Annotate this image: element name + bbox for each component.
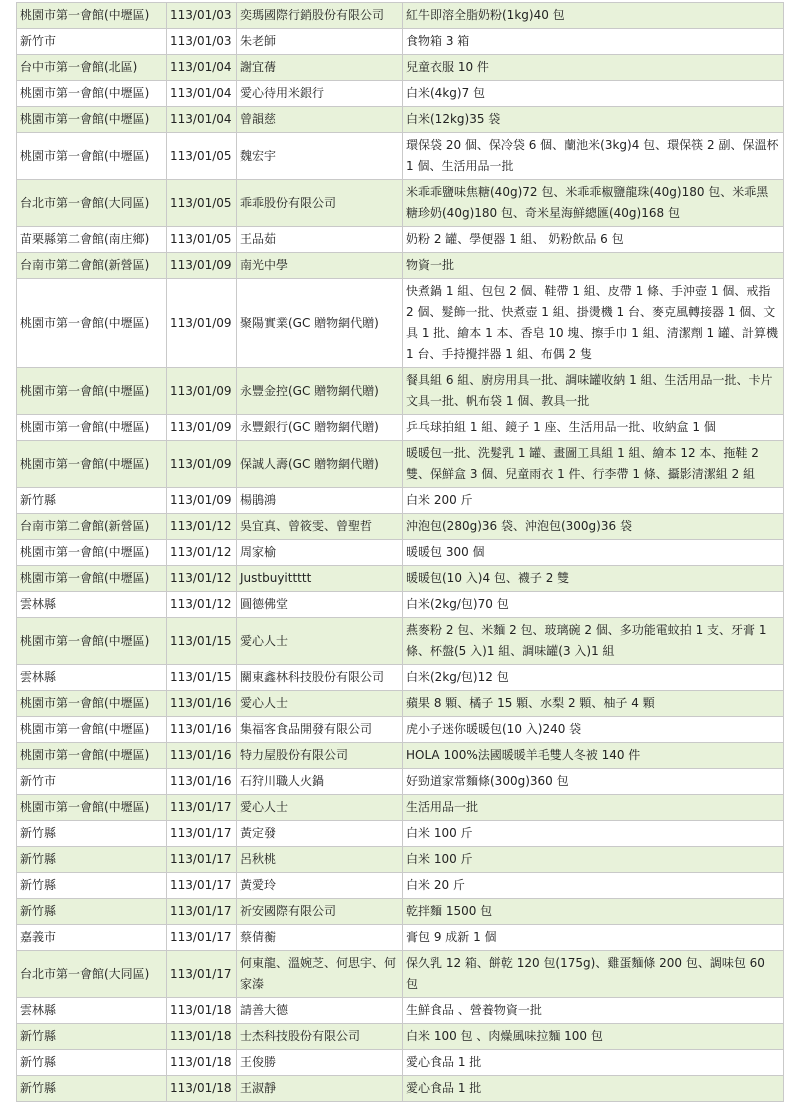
organization-cell: 新竹縣 — [17, 873, 167, 899]
date-cell: 113/01/17 — [167, 847, 237, 873]
table-row — [17, 180, 784, 227]
donated-items-cell: 膏包 9 成新 1 個 — [403, 925, 784, 951]
date-cell: 113/01/17 — [167, 925, 237, 951]
date-cell: 113/01/12 — [167, 566, 237, 592]
organization-cell: 新竹縣 — [17, 847, 167, 873]
table-row — [17, 795, 784, 821]
donated-items-cell: 沖泡包(280g)36 袋、沖泡包(300g)36 袋 — [403, 514, 784, 540]
donation-record-table — [16, 2, 784, 1102]
date-cell: 113/01/09 — [167, 488, 237, 514]
donor-cell: 乖乖股份有限公司 — [237, 180, 403, 227]
table-row — [17, 279, 784, 368]
table-row — [17, 873, 784, 899]
organization-cell: 桃園市第一會館(中壢區) — [17, 691, 167, 717]
donor-cell: 奕瑪國際行銷股份有限公司 — [237, 3, 403, 29]
date-cell: 113/01/09 — [167, 253, 237, 279]
donor-cell: 吳宜真、曾筱雯、曾聖哲 — [237, 514, 403, 540]
table-row — [17, 592, 784, 618]
donated-items-cell: 白米(2kg/包)70 包 — [403, 592, 784, 618]
table-row — [17, 566, 784, 592]
donated-items-cell: 乾拌麵 1500 包 — [403, 899, 784, 925]
donor-cell: 王品茹 — [237, 227, 403, 253]
donated-items-cell: 白米(2kg/包)12 包 — [403, 665, 784, 691]
table-row — [17, 691, 784, 717]
date-cell: 113/01/12 — [167, 514, 237, 540]
date-cell: 113/01/18 — [167, 1024, 237, 1050]
organization-cell: 新竹縣 — [17, 821, 167, 847]
date-cell: 113/01/16 — [167, 691, 237, 717]
donor-cell: 圓德佛堂 — [237, 592, 403, 618]
donated-items-cell: 暖暖包 300 個 — [403, 540, 784, 566]
date-cell: 113/01/04 — [167, 81, 237, 107]
donated-items-cell: 暖暖包(10 入)4 包、襪子 2 雙 — [403, 566, 784, 592]
organization-cell: 桃園市第一會館(中壢區) — [17, 107, 167, 133]
donated-items-cell: 蘋果 8 顆、橘子 15 顆、水梨 2 顆、柚子 4 顆 — [403, 691, 784, 717]
donated-items-cell: 好勁道家常麵條(300g)360 包 — [403, 769, 784, 795]
organization-cell: 桃園市第一會館(中壢區) — [17, 3, 167, 29]
donated-items-cell: 白米 20 斤 — [403, 873, 784, 899]
organization-cell: 雲林縣 — [17, 592, 167, 618]
donor-cell: 士杰科技股份有限公司 — [237, 1024, 403, 1050]
date-cell: 113/01/12 — [167, 592, 237, 618]
organization-cell: 嘉義市 — [17, 925, 167, 951]
organization-cell: 新竹縣 — [17, 899, 167, 925]
table-row — [17, 1024, 784, 1050]
organization-cell: 台南市第二會館(新營區) — [17, 253, 167, 279]
donor-cell: 黃定發 — [237, 821, 403, 847]
organization-cell: 桃園市第一會館(中壢區) — [17, 415, 167, 441]
date-cell: 113/01/17 — [167, 899, 237, 925]
table-row — [17, 540, 784, 566]
organization-cell: 桃園市第一會館(中壢區) — [17, 795, 167, 821]
donated-items-cell: 生鮮食品 、營養物資一批 — [403, 998, 784, 1024]
donated-items-cell: 虎小子迷你暖暖包(10 入)240 袋 — [403, 717, 784, 743]
donated-items-cell: 兒童衣服 10 件 — [403, 55, 784, 81]
date-cell: 113/01/05 — [167, 227, 237, 253]
donor-cell: 謝宜蒨 — [237, 55, 403, 81]
organization-cell: 桃園市第一會館(中壢區) — [17, 81, 167, 107]
donor-cell: 保誠人壽(GC 贈物網代贈) — [237, 441, 403, 488]
organization-cell: 桃園市第一會館(中壢區) — [17, 133, 167, 180]
date-cell: 113/01/18 — [167, 998, 237, 1024]
donor-cell: 何東龍、溫婉芝、何思宇、何家溱 — [237, 951, 403, 998]
donor-cell: 黃愛玲 — [237, 873, 403, 899]
table-row — [17, 81, 784, 107]
donated-items-cell: 餐具組 6 組、廚房用具一批、調味罐收納 1 組、生活用品一批、卡片文具一批、帆布袋 1 個、教具一批 — [403, 368, 784, 415]
table-row — [17, 133, 784, 180]
donated-items-cell: 愛心食品 1 批 — [403, 1076, 784, 1102]
date-cell: 113/01/05 — [167, 133, 237, 180]
donor-cell: 特力屋股份有限公司 — [237, 743, 403, 769]
donated-items-cell: 生活用品一批 — [403, 795, 784, 821]
table-row — [17, 925, 784, 951]
table-row — [17, 847, 784, 873]
donated-items-cell: 食物箱 3 箱 — [403, 29, 784, 55]
donor-cell: 永豐銀行(GC 贈物網代贈) — [237, 415, 403, 441]
donated-items-cell: 白米(4kg)7 包 — [403, 81, 784, 107]
table-row — [17, 55, 784, 81]
date-cell: 113/01/12 — [167, 540, 237, 566]
organization-cell: 桃園市第一會館(中壢區) — [17, 441, 167, 488]
table-row — [17, 899, 784, 925]
donor-cell: 王淑靜 — [237, 1076, 403, 1102]
date-cell: 113/01/09 — [167, 441, 237, 488]
donor-cell: 周家榆 — [237, 540, 403, 566]
organization-cell: 新竹市 — [17, 769, 167, 795]
organization-cell: 桃園市第一會館(中壢區) — [17, 368, 167, 415]
table-row — [17, 415, 784, 441]
donor-cell: 請善大德 — [237, 998, 403, 1024]
organization-cell: 桃園市第一會館(中壢區) — [17, 540, 167, 566]
table-row — [17, 998, 784, 1024]
donor-cell: 愛心人士 — [237, 795, 403, 821]
donated-items-cell: 保久乳 12 箱、餅乾 120 包(175g)、雞蛋麵條 200 包、調味包 60 包 — [403, 951, 784, 998]
donor-cell: 朱老師 — [237, 29, 403, 55]
table-row — [17, 951, 784, 998]
date-cell: 113/01/18 — [167, 1050, 237, 1076]
date-cell: 113/01/17 — [167, 795, 237, 821]
donor-cell: 永豐金控(GC 贈物網代贈) — [237, 368, 403, 415]
date-cell: 113/01/05 — [167, 180, 237, 227]
table-row — [17, 227, 784, 253]
donated-items-cell: 紅牛即溶全脂奶粉(1kg)40 包 — [403, 3, 784, 29]
donor-cell: 呂秋桃 — [237, 847, 403, 873]
organization-cell: 新竹縣 — [17, 488, 167, 514]
date-cell: 113/01/17 — [167, 821, 237, 847]
date-cell: 113/01/16 — [167, 743, 237, 769]
donor-cell: Justbuyittttt — [237, 566, 403, 592]
organization-cell: 台南市第二會館(新營區) — [17, 514, 167, 540]
table-row — [17, 253, 784, 279]
date-cell: 113/01/18 — [167, 1076, 237, 1102]
table-row — [17, 1050, 784, 1076]
donor-cell: 曾韻慈 — [237, 107, 403, 133]
donated-items-cell: 白米 100 斤 — [403, 821, 784, 847]
donor-cell: 聚陽實業(GC 贈物網代贈) — [237, 279, 403, 368]
table-row — [17, 29, 784, 55]
donated-items-cell: HOLA 100%法國暖暖羊毛雙人冬被 140 件 — [403, 743, 784, 769]
donated-items-cell: 愛心食品 1 批 — [403, 1050, 784, 1076]
table-row — [17, 769, 784, 795]
donated-items-cell: 白米 200 斤 — [403, 488, 784, 514]
donated-items-cell: 環保袋 20 個、保冷袋 6 個、蘭池米(3kg)4 包、環保筷 2 副、保溫杯 1 個、生活用品一批 — [403, 133, 784, 180]
donated-items-cell: 白米(12kg)35 袋 — [403, 107, 784, 133]
table-row — [17, 488, 784, 514]
table-body — [17, 3, 784, 1102]
donor-cell: 集福客食品開發有限公司 — [237, 717, 403, 743]
organization-cell: 新竹縣 — [17, 1024, 167, 1050]
date-cell: 113/01/17 — [167, 951, 237, 998]
donor-cell: 魏宏宇 — [237, 133, 403, 180]
organization-cell: 新竹縣 — [17, 1076, 167, 1102]
donated-items-cell: 物資一批 — [403, 253, 784, 279]
donor-cell: 石狩川職人火鍋 — [237, 769, 403, 795]
donor-cell: 蔡倩蘅 — [237, 925, 403, 951]
date-cell: 113/01/03 — [167, 3, 237, 29]
table-row — [17, 821, 784, 847]
organization-cell: 桃園市第一會館(中壢區) — [17, 279, 167, 368]
table-row — [17, 618, 784, 665]
donated-items-cell: 奶粉 2 罐、學便器 1 組、 奶粉飲品 6 包 — [403, 227, 784, 253]
donor-cell: 南光中學 — [237, 253, 403, 279]
donated-items-cell: 快煮鍋 1 組、包包 2 個、鞋帶 1 組、皮帶 1 條、手沖壺 1 個、戒指 2 個、髮飾一批、快煮壺 1 組、掛燙機 1 台、麥克風轉接器 1 個、文具 1 批、繪本 1 本、香皂 10 塊、擦手巾 1 組、清潔劑 1 罐、計算機 1 台、手持攪拌器 1 組、布偶 2 隻 — [403, 279, 784, 368]
date-cell: 113/01/04 — [167, 107, 237, 133]
donated-items-cell: 白米 100 斤 — [403, 847, 784, 873]
donor-cell: 愛心待用米銀行 — [237, 81, 403, 107]
organization-cell: 桃園市第一會館(中壢區) — [17, 717, 167, 743]
donated-items-cell: 米乖乖鹽味焦糖(40g)72 包、米乖乖椒鹽龍珠(40g)180 包、米乖黑糖珍奶(40g)180 包、奇米星海鮮總匯(40g)168 包 — [403, 180, 784, 227]
donor-cell: 楊鵑鴻 — [237, 488, 403, 514]
organization-cell: 桃園市第一會館(中壢區) — [17, 618, 167, 665]
organization-cell: 台北市第一會館(大同區) — [17, 951, 167, 998]
donor-cell: 愛心人士 — [237, 618, 403, 665]
date-cell: 113/01/16 — [167, 717, 237, 743]
donated-items-cell: 暖暖包一批、洗髮乳 1 罐、畫圖工具組 1 組、繪本 12 本、拖鞋 2 雙、保鮮盒 3 個、兒童雨衣 1 件、行李帶 1 條、攝影清潔組 2 組 — [403, 441, 784, 488]
table-row — [17, 441, 784, 488]
donor-cell: 關東鑫林科技股份有限公司 — [237, 665, 403, 691]
table-row — [17, 743, 784, 769]
date-cell: 113/01/09 — [167, 279, 237, 368]
date-cell: 113/01/17 — [167, 873, 237, 899]
table-row — [17, 107, 784, 133]
donated-items-cell: 燕麥粉 2 包、米麵 2 包、玻璃碗 2 個、多功能電蚊拍 1 支、牙膏 1 條、杯盤(5 入)1 組、調味罐(3 入)1 組 — [403, 618, 784, 665]
organization-cell: 桃園市第一會館(中壢區) — [17, 743, 167, 769]
date-cell: 113/01/03 — [167, 29, 237, 55]
date-cell: 113/01/16 — [167, 769, 237, 795]
table-row — [17, 368, 784, 415]
organization-cell: 新竹縣 — [17, 1050, 167, 1076]
date-cell: 113/01/09 — [167, 368, 237, 415]
organization-cell: 雲林縣 — [17, 998, 167, 1024]
date-cell: 113/01/04 — [167, 55, 237, 81]
date-cell: 113/01/15 — [167, 665, 237, 691]
table-row — [17, 3, 784, 29]
donor-cell: 祈安國際有限公司 — [237, 899, 403, 925]
date-cell: 113/01/09 — [167, 415, 237, 441]
donor-cell: 王俊勝 — [237, 1050, 403, 1076]
donated-items-cell: 乒乓球拍組 1 組、鏡子 1 座、生活用品一批、收納盒 1 個 — [403, 415, 784, 441]
table-row — [17, 1076, 784, 1102]
organization-cell: 台中市第一會館(北區) — [17, 55, 167, 81]
table-row — [17, 514, 784, 540]
table-row — [17, 717, 784, 743]
table-row — [17, 665, 784, 691]
donor-cell: 愛心人士 — [237, 691, 403, 717]
organization-cell: 台北市第一會館(大同區) — [17, 180, 167, 227]
organization-cell: 雲林縣 — [17, 665, 167, 691]
organization-cell: 新竹市 — [17, 29, 167, 55]
organization-cell: 桃園市第一會館(中壢區) — [17, 566, 167, 592]
organization-cell: 苗栗縣第二會館(南庄鄉) — [17, 227, 167, 253]
donated-items-cell: 白米 100 包 、肉燥風味拉麵 100 包 — [403, 1024, 784, 1050]
date-cell: 113/01/15 — [167, 618, 237, 665]
